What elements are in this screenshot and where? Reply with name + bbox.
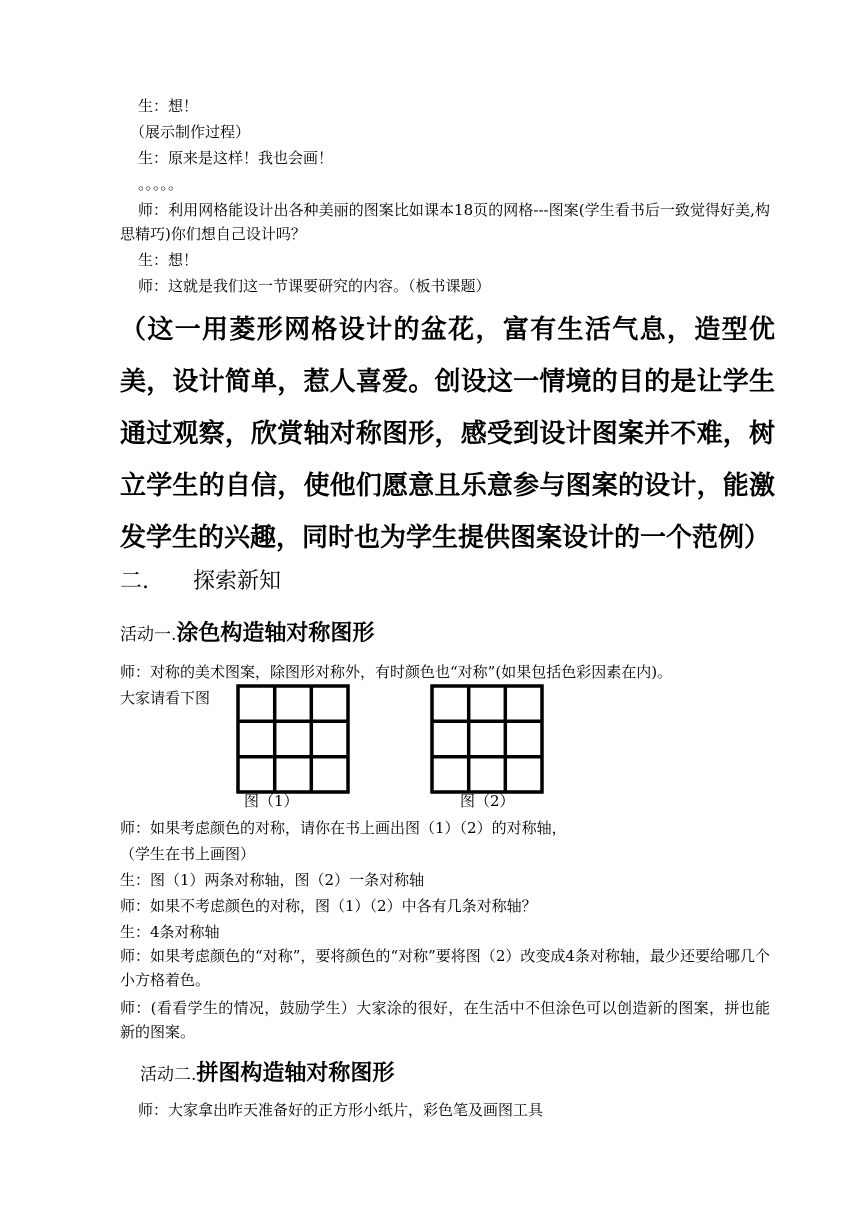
line-student-want-2: 生：想！: [138, 251, 199, 269]
line-student-want: 生：想！: [138, 97, 199, 115]
line-teacher-topic: 师：这就是我们这一节课要研究的内容。（板书课题）: [138, 277, 491, 295]
activity1-heading: [120, 620, 374, 649]
activity1-prefix: 活动一.: [120, 625, 177, 645]
line-ellipsis: 。。。。。: [138, 175, 184, 193]
activity1-student-draw: （学生在书上画图）: [120, 845, 256, 863]
grid-figure-1: [234, 682, 352, 796]
activity1-title: 涂色构造轴对称图形: [176, 621, 375, 646]
activity2-heading: [140, 1060, 394, 1089]
section-number: 二.: [120, 569, 149, 594]
section-heading: [120, 568, 281, 596]
activity2-materials: 师：大家拿出昨天准备好的正方形小纸片，彩色笔及画图工具: [138, 1101, 544, 1119]
section-title: 探索新知: [193, 569, 282, 594]
design-intent-comment: （这一用菱形网格设计的盆花，富有生活气息，造型优美，设计简单，惹人喜爱。创设这一情境的目的是让学生通过观察，欣赏轴对称图形，感受到设计图案并不难，树立学生的自信，使他们愿意且乐意参与图案的设计，能激发学生的兴趣，同时也为学生提供图案设计的一个范例）: [120, 315, 775, 553]
line-student-can-draw: 生：原来是这样！我也会画！: [138, 149, 334, 167]
activity2-prefix: 活动二.: [140, 1065, 197, 1085]
activity1-answer-1: 生：图（1）两条对称轴，图（2）一条对称轴: [120, 871, 425, 889]
line-teacher-grid-design: 师：利用网格能设计出各种美丽的图案比如课本18页的网格---图案(学生看书后一致觉得好美,构思精巧)你们想自己设计吗？: [120, 201, 770, 243]
line-show-process: （展示制作过程）: [130, 123, 251, 141]
activity2-title: 拼图构造轴对称图形: [196, 1061, 395, 1086]
figure-1-caption: 图（1）: [244, 792, 299, 810]
activity1-answer-2: 生：4条对称轴: [120, 923, 220, 941]
figure-2-caption: 图（2）: [460, 792, 515, 810]
activity1-see-figure: 大家请看下图: [120, 689, 211, 707]
grid-figure-2: [428, 682, 546, 796]
activity1-encourage: 师：(看看学生的情况，鼓励学生）大家涂的很好，在生活中不但涂色可以创造新的图案，拼也能新的图案。: [120, 999, 770, 1041]
activity1-question-3: 师：如果考虑颜色的“对称”，要将颜色的“对称”要将图（2）改变成4条对称轴，最少还要给哪几个小方格着色。: [120, 947, 770, 989]
activity1-draw-axes: 师：如果考虑颜色的对称，请你在书上画出图（1）（2）的对称轴，: [120, 819, 567, 837]
activity1-question-2: 师：如果不考虑颜色的对称，图（1）（2）中各有几条对称轴？: [120, 897, 537, 915]
activity1-intro: 师：对称的美术图案，除图形对称外，有时颜色也“对称”(如果包括色彩因素在内)。: [120, 663, 673, 681]
